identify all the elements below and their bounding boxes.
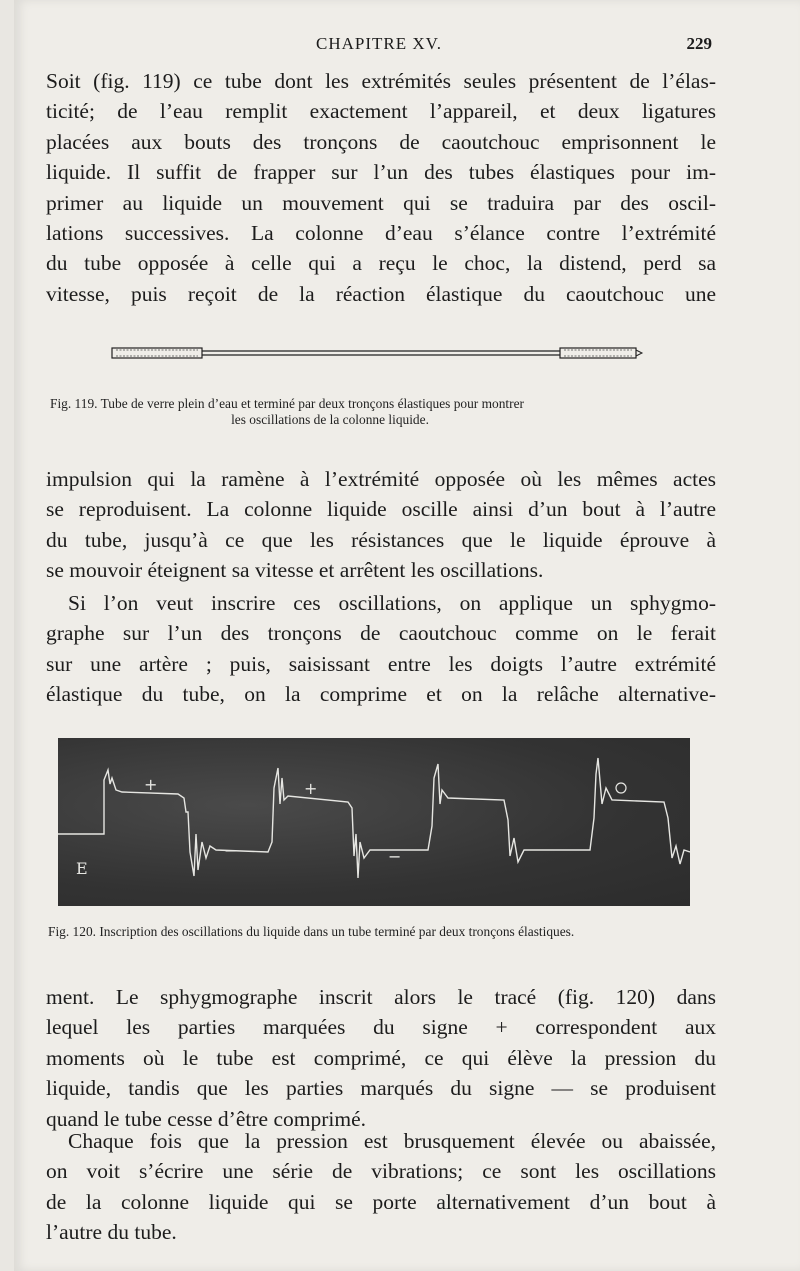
text-line: moments où le tube est comprimé, ce qui élève la pression du: [46, 1045, 716, 1070]
text-line: impulsion qui la ramène à l’extrémité opposée où les mêmes actes: [46, 467, 716, 491]
text-line: lations successives. La colonne d’eau s’élance contre l’extrémité: [46, 221, 716, 246]
caption-line: les oscillations de la colonne liquide.: [231, 412, 429, 427]
figure-119-tube-illustration: [108, 340, 644, 364]
chapter-title: CHAPITRE XV.: [316, 34, 442, 53]
text-line: ticité; de l’eau remplit exactement l’appareil, et deux ligatures: [46, 99, 716, 124]
text-line: graphe sur l’un des tronçons de caoutchouc comme on le ferait: [46, 621, 716, 646]
plus-sign: +: [304, 779, 318, 798]
paragraph-2: [46, 464, 716, 586]
paragraph-5: [46, 1126, 716, 1248]
circle-mark: [616, 783, 626, 793]
label-E: E: [76, 859, 88, 878]
text-line: Chaque fois que la pression est brusquement élevée ou abaissée,: [68, 1129, 716, 1153]
figure-120-oscillation-trace: [58, 738, 690, 906]
text-line: de la colonne liquide qui se porte alternativement d’un bout à: [46, 1189, 716, 1214]
minus-sign: −: [224, 841, 238, 860]
text-line: on voit s’écrire une série de vibrations; ce sont les oscillations: [46, 1159, 716, 1184]
text-line: l’autre du tube.: [46, 1220, 177, 1245]
text-line: sur une artère ; puis, saisissant entre les doigts l’autre extrémité: [46, 651, 716, 676]
text-line: ment. Le sphygmographe inscrit alors le tracé (fig. 120) dans: [46, 985, 716, 1009]
text-line: se reproduisent. La colonne liquide oscille ainsi d’un bout à l’autre: [46, 497, 716, 522]
paragraph-1: [46, 66, 716, 309]
paragraph-3: [46, 588, 716, 710]
text-line: élastique du tube, on la comprime et on la relâche alternative-: [46, 682, 716, 707]
text-line: quand le tube cesse d’être comprimé.: [46, 1106, 366, 1131]
text-line: Soit (fig. 119) ce tube dont les extrémités seules présentent de l’élas-: [46, 69, 716, 93]
running-header: [46, 34, 712, 58]
plus-sign: +: [144, 775, 158, 794]
figure-120-caption: Fig. 120. Inscription des oscillations du liquide dans un tube terminé par deux tronçons élastiques.: [48, 924, 575, 939]
text-line: Si l’on veut inscrire ces oscillations, on applique un sphygmo-: [68, 591, 716, 615]
paragraph-4: [46, 982, 716, 1134]
text-line: liquide, tandis que les parties marqués du signe — se produisent: [46, 1076, 716, 1101]
text-line: lequel les parties marquées du signe + correspondent aux: [46, 1015, 716, 1040]
text-line: se mouvoir éteignent sa vitesse et arrêtent les oscillations.: [46, 558, 544, 583]
text-line: liquide. Il suffit de frapper sur l’un des tubes élastiques pour im-: [46, 160, 716, 185]
caption-line: Fig. 119. Tube de verre plein d’eau et terminé par deux tronçons élastiques pour montrer: [50, 396, 525, 411]
minus-sign: −: [388, 847, 402, 866]
figure-119-caption: [50, 396, 700, 428]
text-line: placées aux bouts des tronçons de caoutchouc emprisonnent le: [46, 129, 716, 154]
text-line: du tube opposée à celle qui a reçu le choc, la distend, perd sa: [46, 251, 716, 276]
text-line: primer au liquide un mouvement qui se traduira par des oscil-: [46, 190, 716, 215]
text-line: vitesse, puis reçoit de la réaction élastique du caoutchouc une: [46, 281, 716, 306]
page-number: 229: [686, 34, 712, 53]
text-line: du tube, jusqu’à ce que les résistances que le liquide éprouve à: [46, 527, 716, 552]
